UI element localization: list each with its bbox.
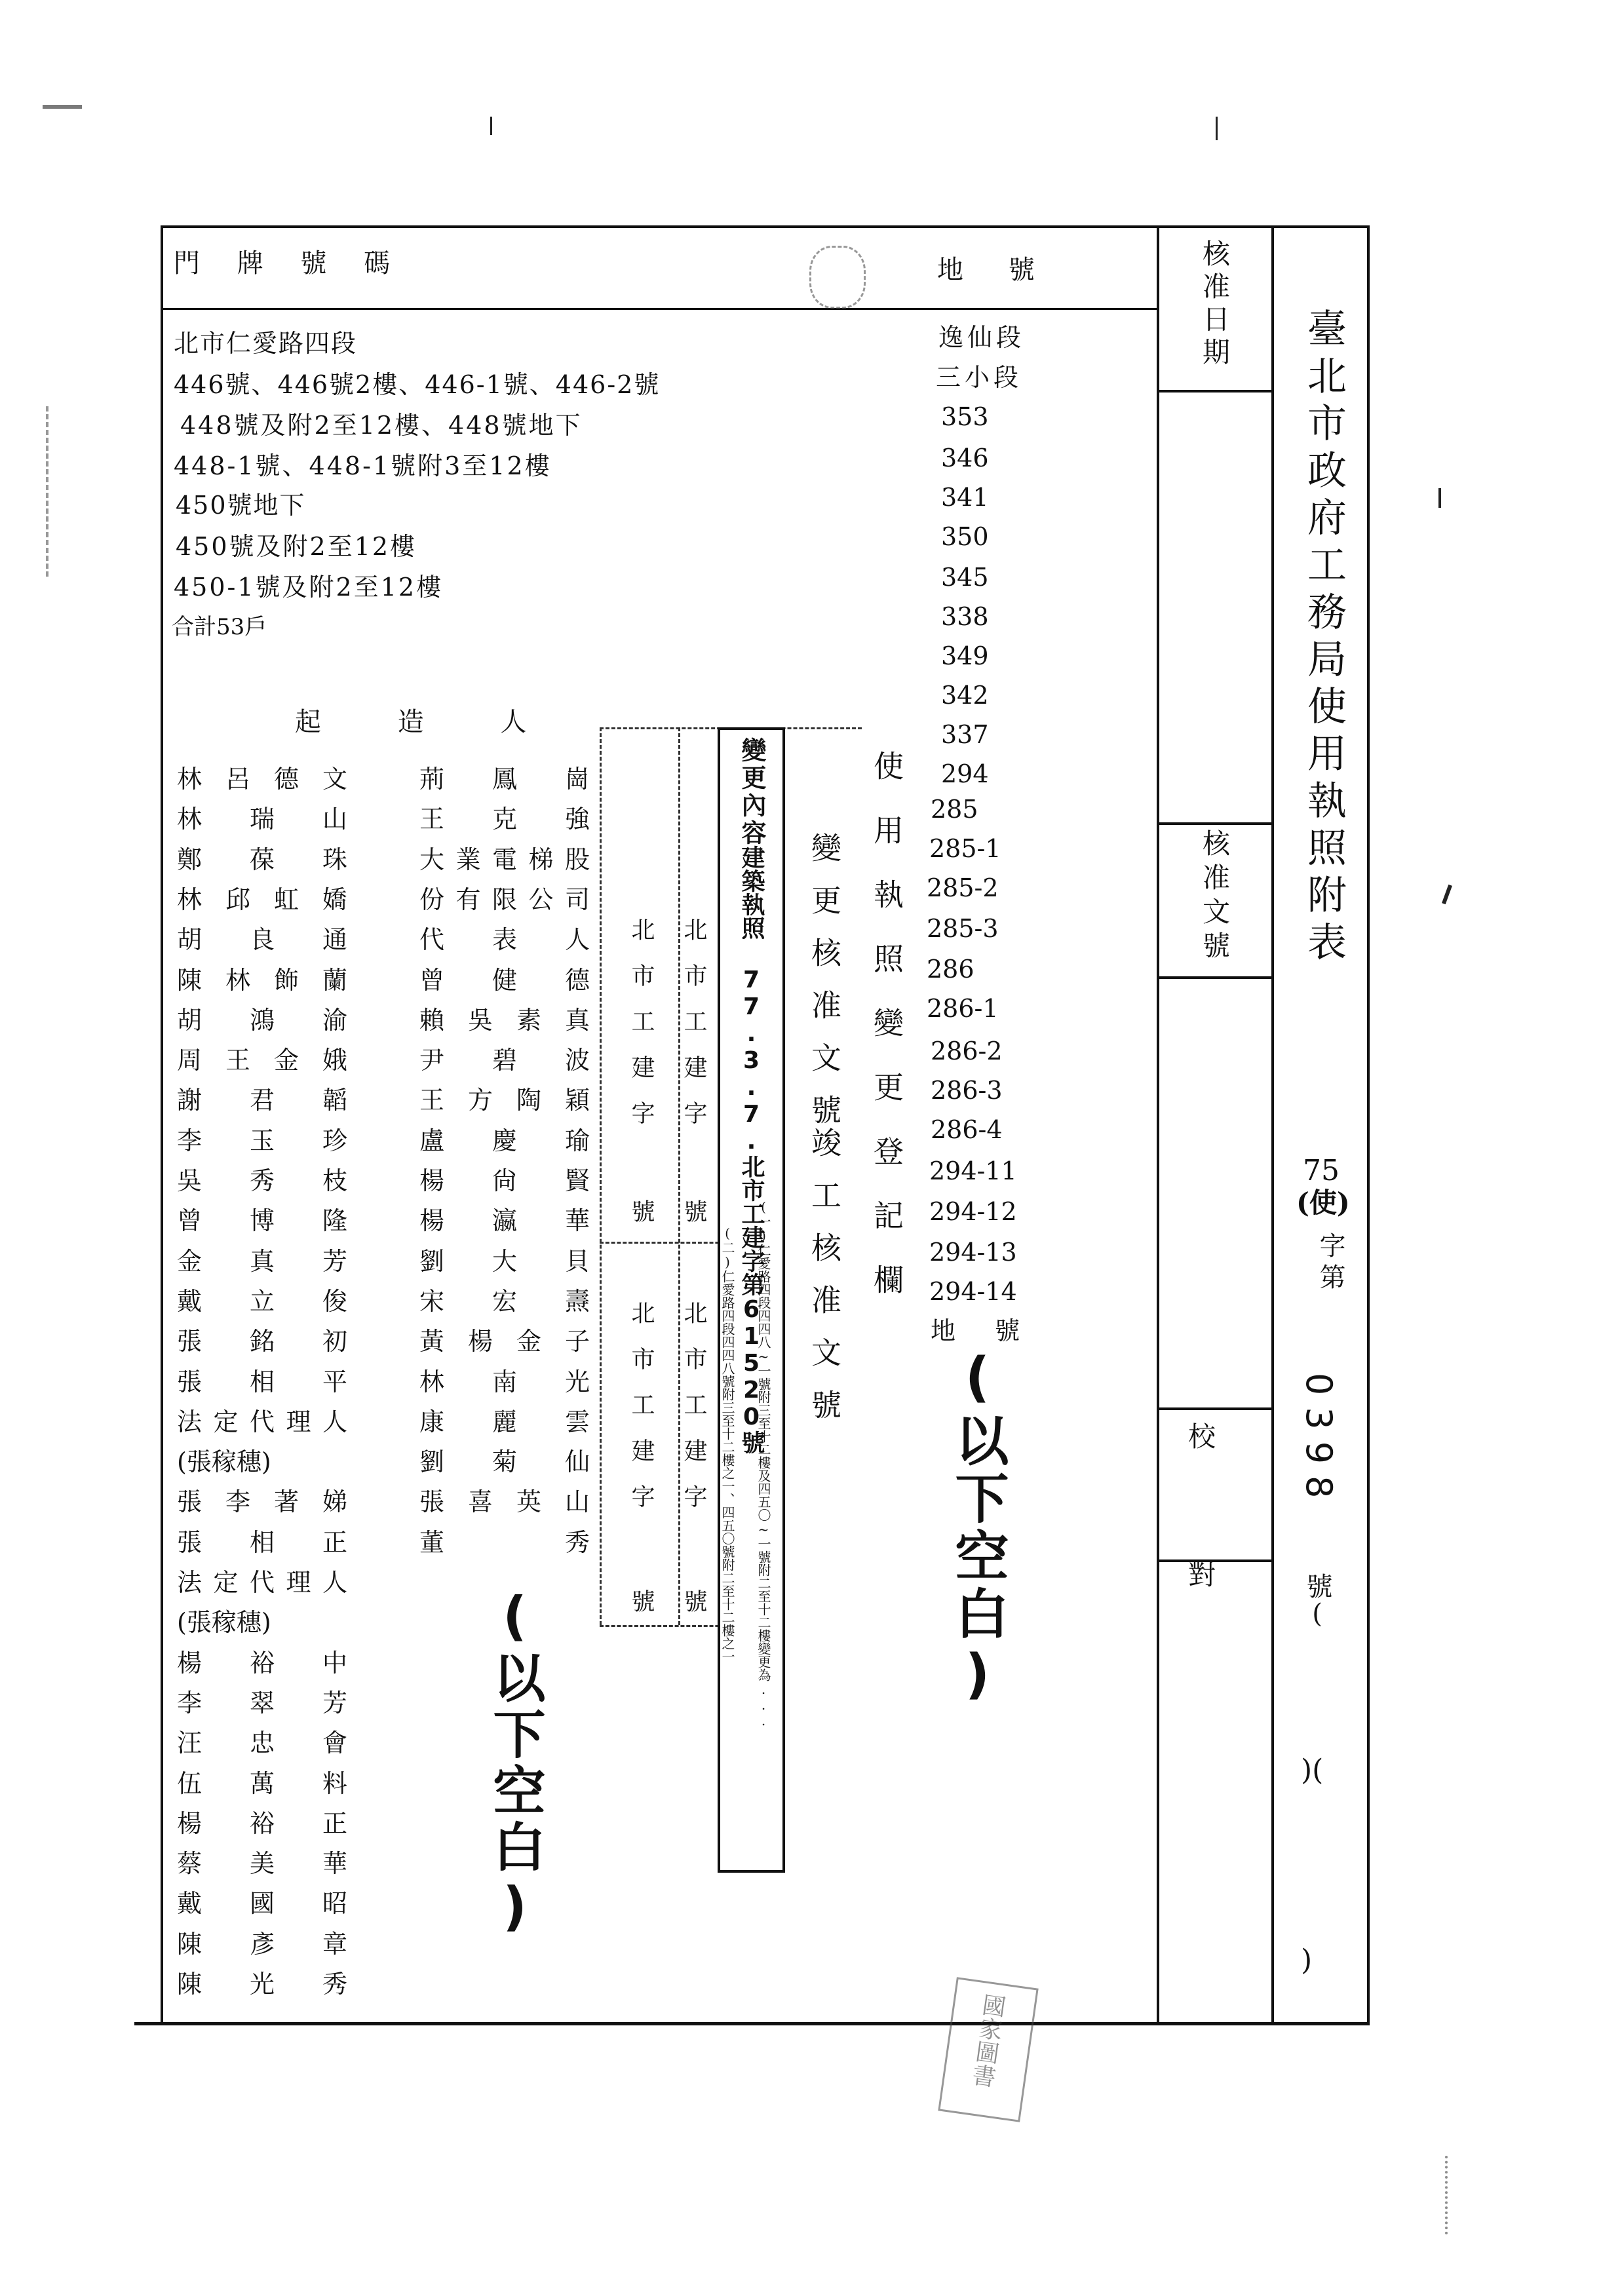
blank-mark-left: (以下空白): [484, 1586, 545, 1941]
builder-name: 代 表 人: [419, 925, 590, 955]
margin-mark: [43, 105, 82, 109]
builder-name: 蔡 美 華: [177, 1849, 347, 1879]
rp-line-3: [1157, 976, 1273, 979]
builder-name: 胡 鴻 渝: [177, 1005, 347, 1035]
builder-name: 劉 大 貝: [419, 1246, 590, 1276]
library-stamp-text: 國家圖書: [967, 1991, 1007, 2089]
land-number: 286: [927, 955, 974, 984]
address-line: 合計53戶: [172, 614, 267, 640]
builder-name: 楊 裕 中: [177, 1648, 347, 1677]
land-number: 350: [941, 522, 989, 551]
change-content-label: 變更內容: [737, 737, 766, 847]
land-number: 342: [941, 681, 989, 710]
land-number: 286-1: [927, 994, 999, 1023]
land-number-footer: 地 號: [931, 1316, 1036, 1345]
builder-name: 楊 尙 賢: [419, 1166, 590, 1195]
land-number: 353: [941, 402, 989, 431]
builder-name: 法 定 代 理 人: [177, 1568, 347, 1597]
builder-name: (張稼穗): [177, 1608, 271, 1637]
builder-name: 吳 秀 枝: [177, 1166, 347, 1195]
land-section: 逸仙段: [938, 323, 1026, 352]
divider-main-right: [1157, 225, 1159, 2022]
land-number: 345: [941, 563, 989, 592]
builder-name: 王 方 陶 穎: [419, 1086, 590, 1115]
builder-name: 尹 碧 波: [419, 1046, 590, 1075]
margin-mark: [1442, 885, 1452, 904]
builder-name: 法 定 代 理 人: [177, 1407, 347, 1436]
frame-bottom: [134, 2022, 1370, 2025]
margin-mark: [490, 117, 492, 135]
builder-name: 陳 光 秀: [177, 1970, 347, 1999]
land-number: 286-2: [931, 1037, 1003, 1065]
permit-year: 75: [1303, 1154, 1340, 1187]
builder-name: 鄭 葆 珠: [177, 845, 347, 874]
approval-prefix: 北市工建字: [628, 917, 655, 1147]
land-number: 349: [941, 641, 989, 670]
builder-name: 李 玉 珍: [177, 1126, 347, 1155]
frame-top: [161, 225, 1370, 228]
builder-name: 張 喜 英 山: [419, 1487, 590, 1517]
builder-name: 伍 萬 料: [177, 1769, 347, 1798]
land-number: 341: [941, 483, 989, 512]
address-line: 448-1號、448-1號附3至12樓: [174, 451, 552, 480]
permit-hao: 號(: [1302, 1573, 1332, 1629]
document-title: 臺北市政府工務局使用執照附表: [1301, 308, 1347, 968]
door-number-label: 門 牌 號 碼: [174, 248, 405, 278]
approval-date-label: 核准日期: [1199, 239, 1231, 370]
builder-name: (張稼穗): [177, 1447, 271, 1477]
land-number: 294-12: [929, 1197, 1017, 1226]
builder-name: 楊 瀛 華: [419, 1206, 590, 1236]
frame-left: [161, 225, 163, 2022]
builder-name: 金 真 芳: [177, 1246, 347, 1276]
builder-name: 黃 楊 金 子: [419, 1327, 590, 1356]
builder-name: 康 麗 雲: [419, 1407, 590, 1436]
address-line: 450號地下: [176, 491, 306, 520]
builder-name: 王 克 強: [419, 805, 590, 834]
land-number: 286-3: [931, 1076, 1003, 1105]
builder-name: 荊 鳳 崗: [419, 765, 590, 794]
handwritten-detail: (一)仁愛路四段四四八~一號附三至十二樓及四五〇~一號附二至十二樓變更為...: [756, 1199, 771, 1729]
land-number-label: 地 號: [937, 255, 1053, 285]
handwritten-detail-2: (二)仁愛路四段四四八號附三至十二樓之一、四五〇號附二至十二樓之一: [720, 1225, 735, 1663]
land-number: 338: [941, 602, 989, 631]
builder-name: 戴 立 俊: [177, 1286, 347, 1316]
builder-name: 張 銘 初: [177, 1327, 347, 1356]
land-number: 337: [941, 720, 989, 749]
builders-title: 起 造 人: [295, 707, 561, 737]
builder-name: 張 相 正: [177, 1527, 347, 1557]
builder-name: 盧 慶 瑜: [419, 1126, 590, 1155]
builder-name: 賴 吳 素 真: [419, 1005, 590, 1035]
builder-name: 陳 彥 章: [177, 1929, 347, 1959]
permit-word: 字第: [1315, 1232, 1345, 1295]
approval-prefix-4: 北市工建字: [680, 1301, 707, 1530]
approval-suffix-3: 號: [628, 1589, 655, 1613]
builder-name: 林 呂 德 文: [177, 765, 347, 794]
address-line: 448號及附2至12樓、448號地下: [180, 411, 583, 440]
land-number: 294: [941, 759, 989, 788]
builder-name: 周 王 金 娥: [177, 1046, 347, 1075]
approval-prefix-3: 北市工建字: [628, 1301, 655, 1530]
builder-name: 張 李 著 娣: [177, 1487, 347, 1517]
approval-suffix: 號: [628, 1199, 655, 1223]
margin-mark: [1216, 117, 1218, 140]
builder-name: 大 業 電 梯 股: [419, 845, 590, 874]
land-number: 294-14: [929, 1277, 1017, 1306]
land-number: 294-13: [929, 1238, 1017, 1267]
land-number: 286-4: [931, 1115, 1003, 1144]
completion-approval-header: 竣工核准文號: [807, 1127, 842, 1442]
rp-line-4: [1157, 1407, 1273, 1410]
land-number: 285-2: [927, 873, 999, 902]
proofread-label: 校 對: [1184, 1422, 1216, 1627]
builder-name: 胡 良 通: [177, 925, 347, 955]
frame-right: [1367, 225, 1370, 2025]
address-line: 北市仁愛路四段: [174, 329, 358, 358]
land-number: 346: [941, 444, 989, 472]
rp-line-2: [1157, 822, 1273, 825]
approval-suffix-4: 號: [680, 1589, 707, 1613]
builder-name: 楊 裕 正: [177, 1808, 347, 1838]
builder-name: 曾 博 隆: [177, 1206, 347, 1236]
land-number: 285: [931, 795, 978, 824]
builder-name: 汪 忠 會: [177, 1729, 347, 1758]
builder-name: 戴 國 昭: [177, 1889, 347, 1919]
approval-date: 建築執照 77.3.7.北市工建字第61520號: [738, 845, 765, 1454]
builder-name: 李 翠 芳: [177, 1688, 347, 1717]
builder-name: 張 相 平: [177, 1367, 347, 1396]
permit-type: (使): [1296, 1187, 1350, 1219]
rp-line-1: [1157, 390, 1273, 392]
paren-close: ): [1301, 1943, 1313, 1977]
paren-pair: )(: [1301, 1753, 1324, 1787]
change-approval-header: 變更核准文號: [807, 832, 842, 1147]
builder-name: 劉 菊 仙: [419, 1447, 590, 1477]
builder-name: 林 瑞 山: [177, 805, 347, 834]
approval-suffix-2: 號: [680, 1199, 707, 1223]
land-number: 285-1: [929, 834, 1001, 863]
builder-name: 曾 健 德: [419, 965, 590, 995]
land-number: 294-11: [929, 1157, 1017, 1185]
approval-prefix-2: 北市工建字: [680, 917, 707, 1147]
address-line: 450-1號及附2至12樓: [174, 573, 444, 602]
builder-name: 董 秀: [419, 1527, 590, 1557]
approval-number-label: 核准文號: [1199, 829, 1231, 965]
margin-mark: [46, 406, 58, 577]
land-number: 285-3: [927, 914, 999, 943]
land-subsection: 三小段: [936, 363, 1023, 392]
address-line: 446號、446號2樓、446-1號、446-2號: [174, 370, 661, 399]
permit-number: 0398: [1298, 1373, 1340, 1510]
builder-name: 林 南 光: [419, 1367, 590, 1396]
margin-mark: [1438, 488, 1441, 508]
change-box-title: 使用執照變更登記欄: [869, 750, 904, 1328]
blank-mark-center: (以下空白): [946, 1347, 1009, 1710]
builder-name: 陳 林 飾 蘭: [177, 965, 347, 995]
divider-right-inner: [1271, 225, 1274, 2022]
header-separator: [161, 308, 1157, 310]
builder-name: 宋 宏 燾: [419, 1286, 590, 1316]
builder-name: 份 有 限 公 司: [419, 885, 590, 914]
seal-top: [809, 246, 866, 309]
builder-name: 林 邱 虹 嬌: [177, 885, 347, 914]
builder-name: 謝 君 韜: [177, 1086, 347, 1115]
margin-mark: [1445, 2156, 1454, 2234]
address-line: 450號及附2至12樓: [176, 532, 417, 561]
library-stamp: [938, 1977, 1038, 2122]
